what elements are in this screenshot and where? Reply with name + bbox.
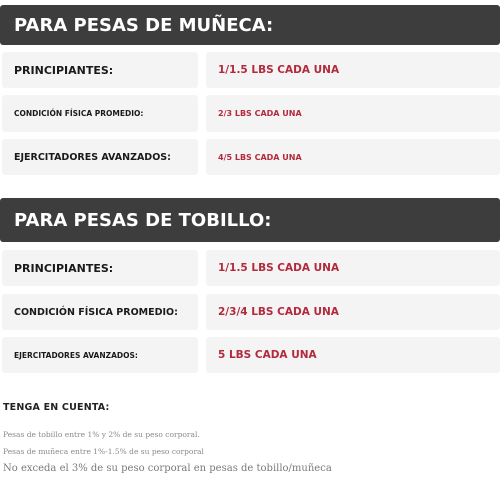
wrist-weight-average: 2/3 LBS CADA UNA [206,95,500,132]
note-warning: No exceda el 3% de su peso corporal en pesas de tobillo/muñeca [3,463,332,474]
ankle-level-advanced: EJERCITADORES AVANZADOS: [2,337,198,373]
wrist-level-advanced: EJERCITADORES AVANZADOS: [2,139,198,175]
note-wrist-percentage: Pesas de muñeca entre 1%-1.5% de su peso corporal [3,447,204,456]
ankle-level-average: CONDICIÓN FÍSICA PROMEDIO: [2,294,198,330]
note-ankle-percentage: Pesas de tobillo entre 1% y 2% de su peso corporal. [3,430,200,439]
ankle-weight-advanced: 5 LBS CADA UNA [206,337,500,373]
ankle-weight-average: 2/3/4 LBS CADA UNA [206,294,500,330]
notes-title: TENGA EN CUENTA: [3,402,110,413]
wrist-level-beginners: PRINCIPIANTES: [2,52,198,88]
ankle-level-beginners: PRINCIPIANTES: [2,250,198,286]
ankle-section-title: PARA PESAS DE TOBILLO: [0,198,500,242]
wrist-level-average: CONDICIÓN FÍSICA PROMEDIO: [2,95,198,132]
ankle-weight-beginners: 1/1.5 LBS CADA UNA [206,250,500,286]
wrist-weight-advanced: 4/5 LBS CADA UNA [206,139,500,175]
wrist-weight-beginners: 1/1.5 LBS CADA UNA [206,52,500,88]
wrist-section-title: PARA PESAS DE MUÑECA: [0,5,500,45]
